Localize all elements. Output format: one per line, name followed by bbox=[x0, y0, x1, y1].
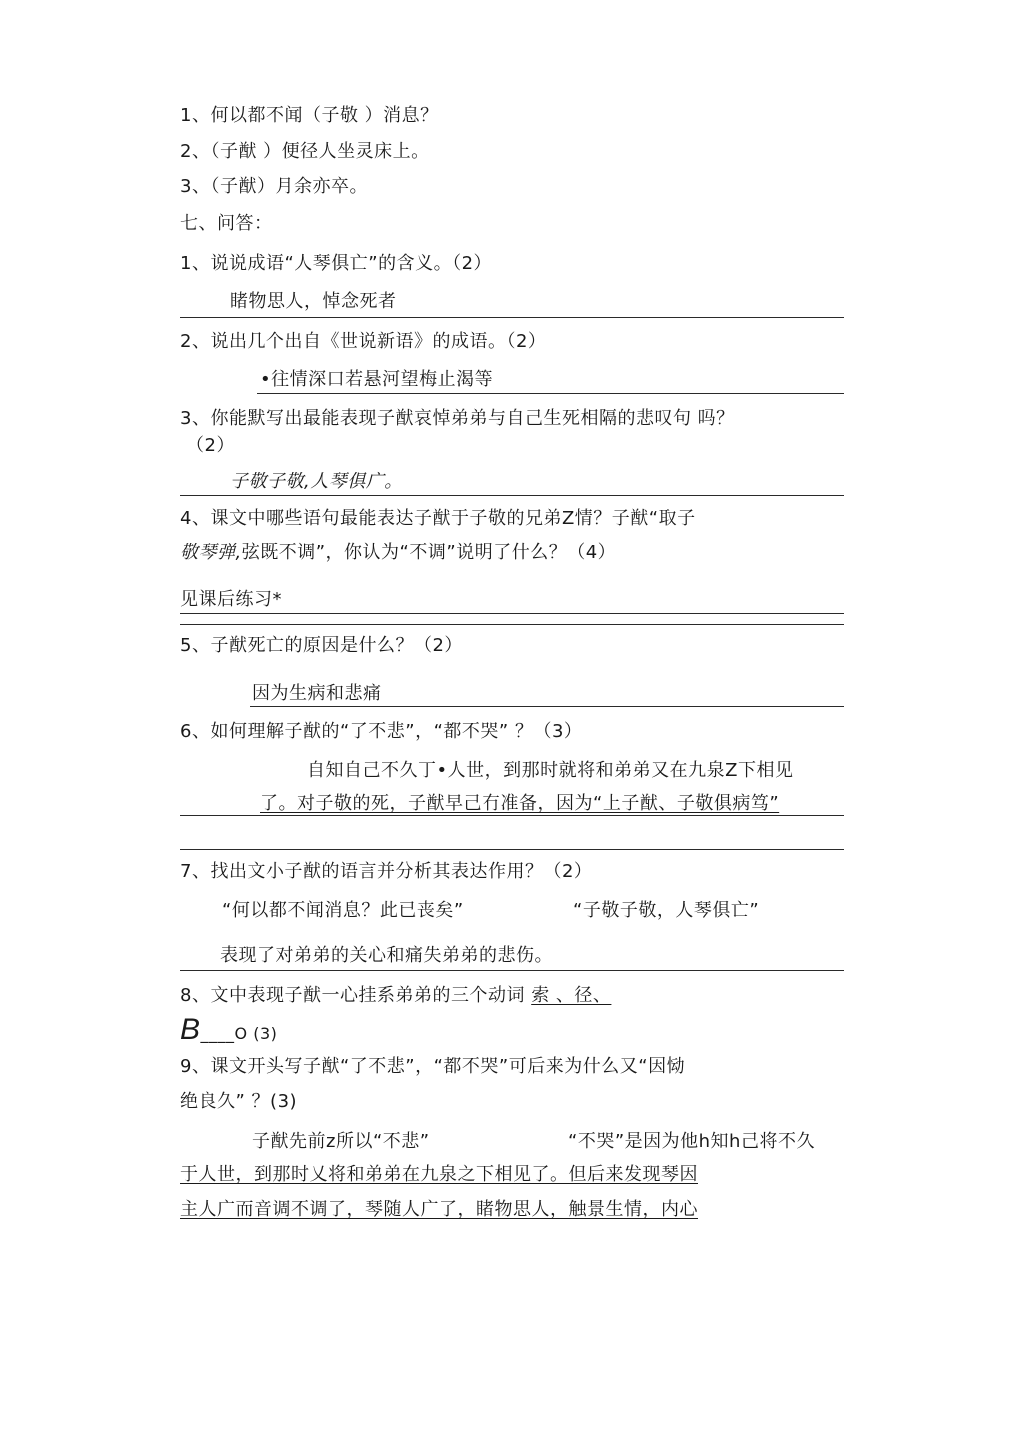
question-3-line-2: （2） bbox=[186, 435, 235, 456]
answer-2: •往情深口若悬河望梅止渴等 bbox=[260, 369, 494, 390]
answer-line bbox=[180, 970, 844, 971]
question-5: 5、子猷死亡的原因是什么？（2） bbox=[180, 635, 463, 656]
question-4-text: 弦既不调”，你认为“不调”说明了什么？（4） bbox=[241, 542, 617, 563]
question-4-line-1: 4、课文中哪些语句最能表达子猷于子敬的兄弟Z情？子猷“取子 bbox=[180, 508, 696, 529]
question-4-quote: 敬琴弹, bbox=[180, 542, 242, 563]
question-9-line-1: 9、课文开头写子猷“了不悲”，“都不哭”可后来为什么又“因恸 bbox=[180, 1056, 686, 1077]
answer-line bbox=[180, 815, 844, 816]
fill-blank-2: 2、（子猷 ）便径人坐灵床上。 bbox=[180, 141, 430, 162]
fill-blank-3: 3、（子猷）月余亦卒。 bbox=[180, 176, 368, 197]
question-9-line-2: 绝良久” ？(3) bbox=[180, 1091, 298, 1112]
question-8-blank: ____O (3) bbox=[200, 1024, 278, 1043]
answer-4: 见课后练习* bbox=[180, 589, 282, 610]
answer-7-line-2: 表现了对弟弟的关心和痛失弟弟的悲伤。 bbox=[220, 945, 553, 966]
question-7: 7、找出文小子猷的语言并分析其表达作用？（2） bbox=[180, 861, 593, 882]
question-8-letter: B bbox=[180, 1013, 201, 1046]
answer-3: 子敬子敬,人琴俱广。 bbox=[230, 471, 403, 492]
answer-line bbox=[257, 393, 844, 394]
question-8-answer: 索 、径、 bbox=[531, 985, 612, 1006]
answer-line bbox=[180, 317, 844, 318]
answer-9-line-1-a: 子猷先前z所以“不悲” bbox=[252, 1131, 430, 1152]
answer-line bbox=[250, 706, 844, 707]
answer-9-line-2: 于人世，到那时乂将和弟弟在九泉之下相见了。但后来发现琴因 bbox=[180, 1164, 698, 1185]
answer-line bbox=[180, 613, 844, 614]
answer-7-quote-1: “何以都不闻消息？此已丧矣” bbox=[222, 900, 464, 921]
answer-1: 睹物思人，悼念死者 bbox=[230, 291, 397, 312]
answer-6-line-2: 了。对子敬的死，子猷早己冇准备，因为“上子猷、子敬俱病笃” bbox=[260, 793, 780, 814]
question-3-line-1: 3、你能默写出最能表现子猷哀悼弟弟与自己生死相隔的悲叹句 吗？ bbox=[180, 408, 735, 429]
question-8-line-2 bbox=[180, 1014, 277, 1050]
answer-9-line-1-b: “不哭”是因为他h知h己将不久 bbox=[568, 1131, 815, 1152]
answer-6-line-1: 自知自己不久丁•人世，到那时就将和弟弟又在九泉Z下相见 bbox=[307, 760, 794, 781]
section-heading: 七、问答： bbox=[180, 213, 273, 234]
answer-9-line-3: 主人广而音调不调了，琴随人广了，睹物思人，触景生情，内心 bbox=[180, 1199, 698, 1220]
question-8-line-1 bbox=[180, 984, 611, 1008]
answer-line bbox=[180, 495, 844, 496]
answer-line bbox=[180, 849, 844, 850]
question-2: 2、说出几个出自《世说新语》的成语。（2） bbox=[180, 331, 547, 352]
question-8-text: 8、文中表现子猷一心挂系弟弟的三个动词 bbox=[180, 985, 532, 1006]
answer-line bbox=[180, 624, 844, 625]
question-6: 6、如何理解子猷的“了不悲”，“都不哭” ？（3） bbox=[180, 721, 583, 742]
question-1: 1、说说成语“人琴俱亡”的含义。（2） bbox=[180, 253, 493, 274]
question-4-line-2 bbox=[180, 541, 616, 565]
fill-blank-1: 1、何以都不闻（子敬 ）消息？ bbox=[180, 105, 439, 126]
answer-7-quote-2: “子敬子敬，人琴俱亡” bbox=[573, 900, 760, 921]
answer-5: 因为生病和悲痛 bbox=[252, 683, 382, 704]
